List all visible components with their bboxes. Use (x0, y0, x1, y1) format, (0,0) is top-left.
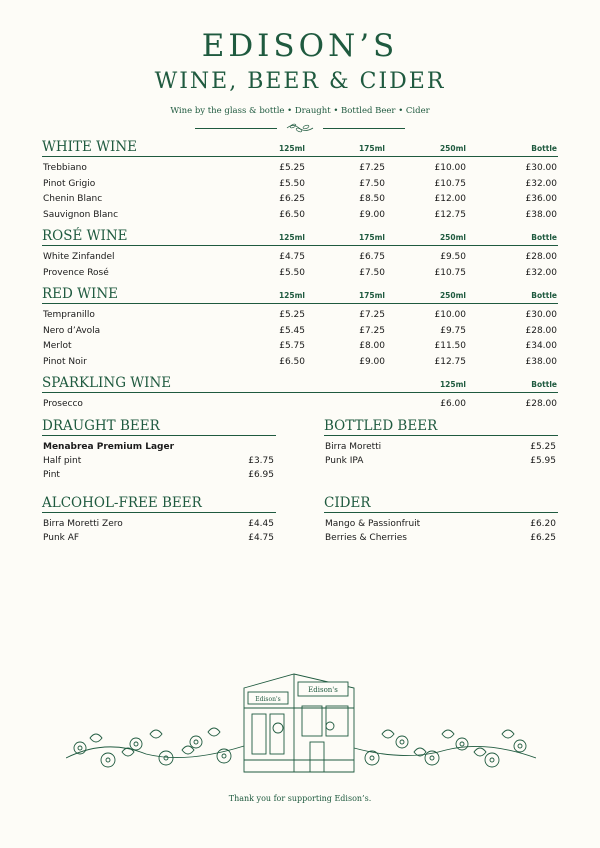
item-name: Prosecco (43, 399, 83, 409)
item-price: £7.25 (359, 163, 385, 173)
item-price: £28.00 (525, 399, 557, 409)
item-name: Trebbiano (43, 163, 87, 173)
item-price: £6.95 (248, 470, 274, 480)
column-header: 175ml (358, 144, 385, 153)
column-header: 175ml (358, 291, 385, 300)
item-name: Tempranillo (43, 310, 95, 320)
item-price: £11.50 (434, 341, 466, 352)
footer-message: Thank you for supporting Edison’s. (228, 794, 372, 803)
column-header: Bottle (531, 233, 557, 242)
item-price: £9.50 (440, 252, 466, 262)
section-title: DRAUGHT BEER (42, 418, 160, 434)
item-name: Punk IPA (325, 456, 364, 466)
section-title: ROSÉ WINE (42, 228, 128, 244)
item-price: £38.00 (525, 357, 557, 368)
list-item (42, 517, 276, 531)
list-item (42, 397, 558, 413)
item-price: £5.45 (279, 325, 305, 336)
draught-beer-section (42, 417, 276, 482)
item-price: £30.00 (525, 310, 557, 320)
product-name: Menabrea Premium Lager (43, 442, 175, 452)
item-name: Sauvignon Blanc (43, 210, 119, 221)
item-price: £8.50 (359, 194, 385, 205)
item-price: £34.00 (525, 341, 557, 352)
flower-garland-right-icon (354, 730, 536, 767)
item-name: Nero d’Avola (43, 325, 101, 336)
item-name: Punk AF (43, 533, 80, 543)
column-header: 250ml (439, 291, 466, 300)
item-price: £32.00 (525, 267, 557, 278)
item-price: £6.20 (530, 519, 556, 529)
list-item (42, 339, 558, 355)
flower-garland-left-icon (66, 728, 244, 767)
item-price: £7.50 (359, 178, 385, 189)
section-title: ALCOHOL-FREE BEER (42, 495, 202, 511)
item-price: £6.00 (440, 399, 466, 409)
item-name: Birra Moretti Zero (43, 519, 123, 529)
sparkling-wine-section (42, 374, 558, 413)
item-price: £5.95 (530, 456, 556, 466)
item-price: £10.75 (434, 178, 466, 189)
item-price: £9.00 (359, 210, 385, 221)
item-price: £4.75 (279, 252, 305, 262)
column-header: Bottle (531, 380, 557, 389)
column-header: Bottle (531, 291, 557, 300)
item-price: £6.25 (279, 194, 305, 205)
section-title: BOTTLED BEER (324, 418, 438, 434)
item-price: £6.50 (279, 357, 305, 368)
column-header: 125ml (278, 291, 305, 300)
item-price: £9.00 (359, 357, 385, 368)
item-price: £28.00 (525, 325, 557, 336)
item-name: Berries & Cherries (325, 533, 407, 543)
item-price: £3.75 (248, 456, 274, 466)
item-price: £7.25 (359, 325, 385, 336)
item-name: Pinot Grigio (43, 178, 96, 189)
item-price: £7.25 (359, 310, 385, 320)
item-price: £5.25 (279, 163, 305, 173)
white-wine-section (42, 138, 558, 224)
item-price: £5.25 (279, 310, 305, 320)
item-name: Merlot (43, 341, 72, 352)
bottled-beer-section (324, 417, 558, 468)
item-price: £5.75 (279, 341, 305, 352)
list-item (324, 454, 558, 468)
item-price: £12.00 (434, 194, 466, 205)
item-price: £5.50 (279, 178, 305, 189)
item-name: Provence Rosé (43, 267, 109, 278)
list-item (42, 192, 558, 208)
list-item (324, 517, 558, 531)
list-item (42, 208, 558, 224)
item-price: £12.75 (434, 357, 466, 368)
red-wine-section (42, 285, 558, 371)
menu-subtitle: WINE, BEER & CIDER (154, 69, 446, 94)
list-item (42, 355, 558, 371)
list-item (42, 177, 558, 193)
item-price: £9.75 (440, 325, 466, 336)
item-name: Pint (43, 470, 60, 480)
list-item (42, 468, 276, 482)
item-name: Mango & Passionfruit (325, 519, 421, 529)
item-price: £8.00 (359, 341, 385, 352)
column-header: 125ml (278, 233, 305, 242)
menu-header (0, 28, 600, 134)
column-header: 125ml (278, 144, 305, 153)
section-title: SPARKLING WINE (42, 375, 172, 391)
list-item (42, 531, 276, 545)
item-name: Birra Moretti (325, 442, 382, 452)
item-price: £4.45 (248, 519, 274, 529)
cider-section (324, 494, 558, 545)
item-name: White Zinfandel (43, 252, 115, 262)
item-price: £6.25 (530, 533, 556, 543)
item-price: £28.00 (525, 252, 557, 262)
item-price: £32.00 (525, 178, 557, 189)
section-title: WHITE WINE (42, 139, 138, 155)
item-price: £10.75 (434, 267, 466, 278)
brand-title: EDISON’S (201, 28, 399, 64)
menu-tagline: Wine by the glass & bottle • Draught • Bottled Beer • Cider (170, 106, 430, 116)
list-item (42, 324, 558, 340)
list-item (42, 308, 558, 324)
list-item (42, 266, 558, 282)
item-price: £38.00 (525, 210, 557, 221)
rose-wine-section (42, 227, 558, 281)
item-price: £4.75 (248, 533, 274, 543)
section-title: RED WINE (42, 286, 119, 302)
item-name: Half pint (43, 456, 82, 466)
list-item (42, 250, 558, 266)
item-name: Chenin Blanc (43, 194, 103, 205)
column-header: Bottle (531, 144, 557, 153)
sign-side: Edison's (255, 696, 281, 703)
item-name: Pinot Noir (43, 357, 87, 368)
list-item (42, 161, 558, 177)
shopfront-with-flowers-illustration (66, 668, 536, 784)
column-header: 125ml (439, 380, 466, 389)
item-price: £6.50 (279, 210, 305, 221)
list-item (324, 531, 558, 545)
item-price: £10.00 (434, 163, 466, 173)
item-price: £5.25 (530, 442, 556, 452)
column-header: 175ml (358, 233, 385, 242)
list-item (324, 440, 558, 454)
column-header: 250ml (439, 233, 466, 242)
divider-ornament (195, 122, 405, 134)
list-item (42, 454, 276, 468)
item-price: £36.00 (525, 194, 557, 205)
item-price: £6.75 (359, 252, 385, 262)
item-price: £7.50 (359, 267, 385, 278)
sign-front: Edison's (308, 686, 338, 694)
section-title: CIDER (324, 495, 371, 511)
column-header: 250ml (439, 144, 466, 153)
leaf-ornament-icon (285, 122, 315, 134)
item-price: £10.00 (434, 310, 466, 320)
item-price: £12.75 (434, 210, 466, 221)
alcohol-free-beer-section (42, 494, 276, 545)
item-price: £30.00 (525, 163, 557, 173)
item-price: £5.50 (279, 267, 305, 278)
